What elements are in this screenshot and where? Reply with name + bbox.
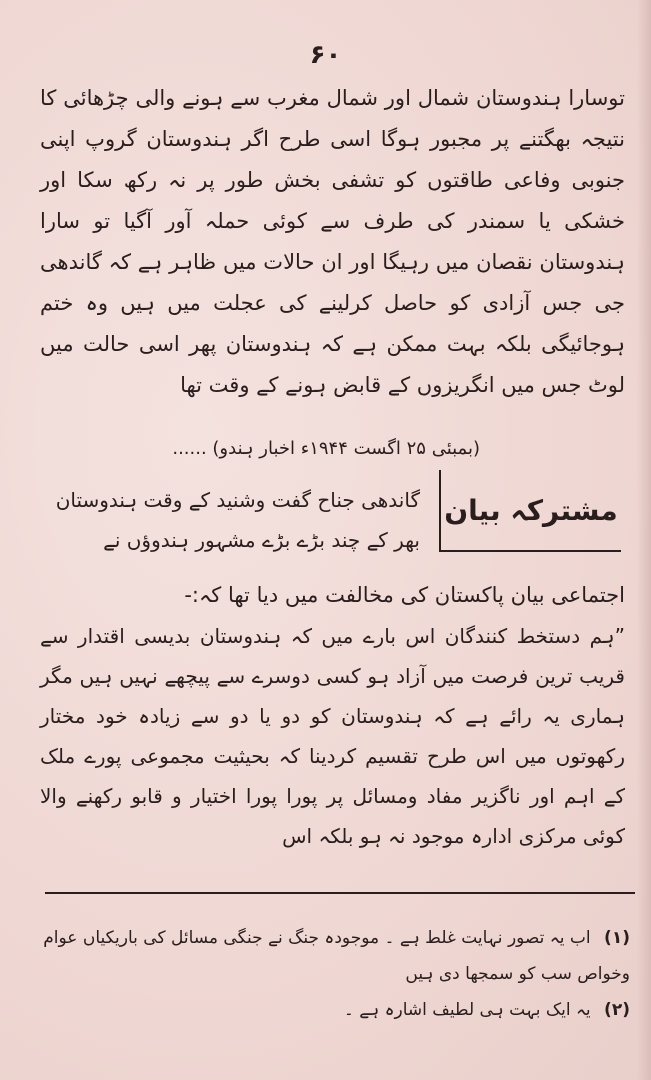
- footnotes: [40, 920, 630, 1028]
- footnote-1: [40, 920, 630, 992]
- paragraph-one: توسارا ہندوستان شمال اور شمال مغرب سے ہونے والی چڑھائی کا نتیجہ بھگتنے پر مجبور ہوگا اسی طرح اگر ہندوستان گروپ اپنی جنوبی وفاعی طاقتوں کو تشفی بخش طور پر نہ رکھ سکا اور خشکی یا سمندر کی طرف سے کوئی حملہ آور آگیا تو سارا ہندوستان نقصان میں رہیگا اور ان حالات میں ظاہر ہے کہ گاندھی جی جس آزادی کو حاصل کرلینے کی عجلت میں ہیں وہ ختم ہوجائیگی بلکہ بہت ممکن ہے کہ ہندوستان پھر اسی حالت میں لوٹ جس میں انگریزوں کے قابض ہونے کے وقت تھا: [40, 86, 625, 397]
- body-middle: [40, 575, 625, 856]
- quoted-statement: ”ہم دستخط کنندگان اس بارے میں کہ ہندوستان بدیسی اقتدار سے قریب ترین فرصت میں آزاد ہو کسی دوسرے سے پیچھے نہیں ہیں مگر ہماری یہ رائے ہے کہ ہندوستان کو دو یا دو سے زیادہ خود مختار رکھوتوں میں اس طرح تقسیم کردینا کہ بحیثیت مجموعی پورے ملک کے اہم اور ناگزیر مفاد ومسائل پر پورا پورا اختیار و قابو رکھنے والا کوئی مرکزی ادارہ موجود نہ ہو بلکہ اس: [40, 624, 625, 848]
- heading-side-text: گاندھی جناح گفت وشنید کے وقت ہندوستان بھر کے چند بڑے بڑے مشہور ہندوؤں نے: [55, 488, 420, 552]
- footnote-marker: (۲): [604, 1000, 630, 1020]
- citation: (بمبئی ۲۵ اگست ۱۹۴۴ء اخبار ہندو) ......: [172, 438, 480, 459]
- footnote-marker: (۱): [604, 928, 630, 948]
- footnote-text: اب یہ تصور نہایت غلط ہے ۔ موجودہ جنگ نے جنگی مسائل کی باریکیاں عوام وخواص سب کو سمجھا دی ہیں: [43, 928, 630, 984]
- section-heading: [439, 470, 621, 552]
- footnote-2: [40, 992, 630, 1028]
- section-heading-label: مشترکہ بیان: [444, 493, 618, 527]
- page-number: ۶۰: [309, 40, 342, 70]
- paragraph-two: اجتماعی بیان پاکستان کی مخالفت میں دیا تھا کہ:-: [184, 583, 625, 607]
- footnote-text: یہ ایک بہت ہی لطیف اشارہ ہے ۔: [343, 1000, 591, 1020]
- page-edge-shadow: [637, 0, 651, 1080]
- footnote-divider: [45, 892, 635, 894]
